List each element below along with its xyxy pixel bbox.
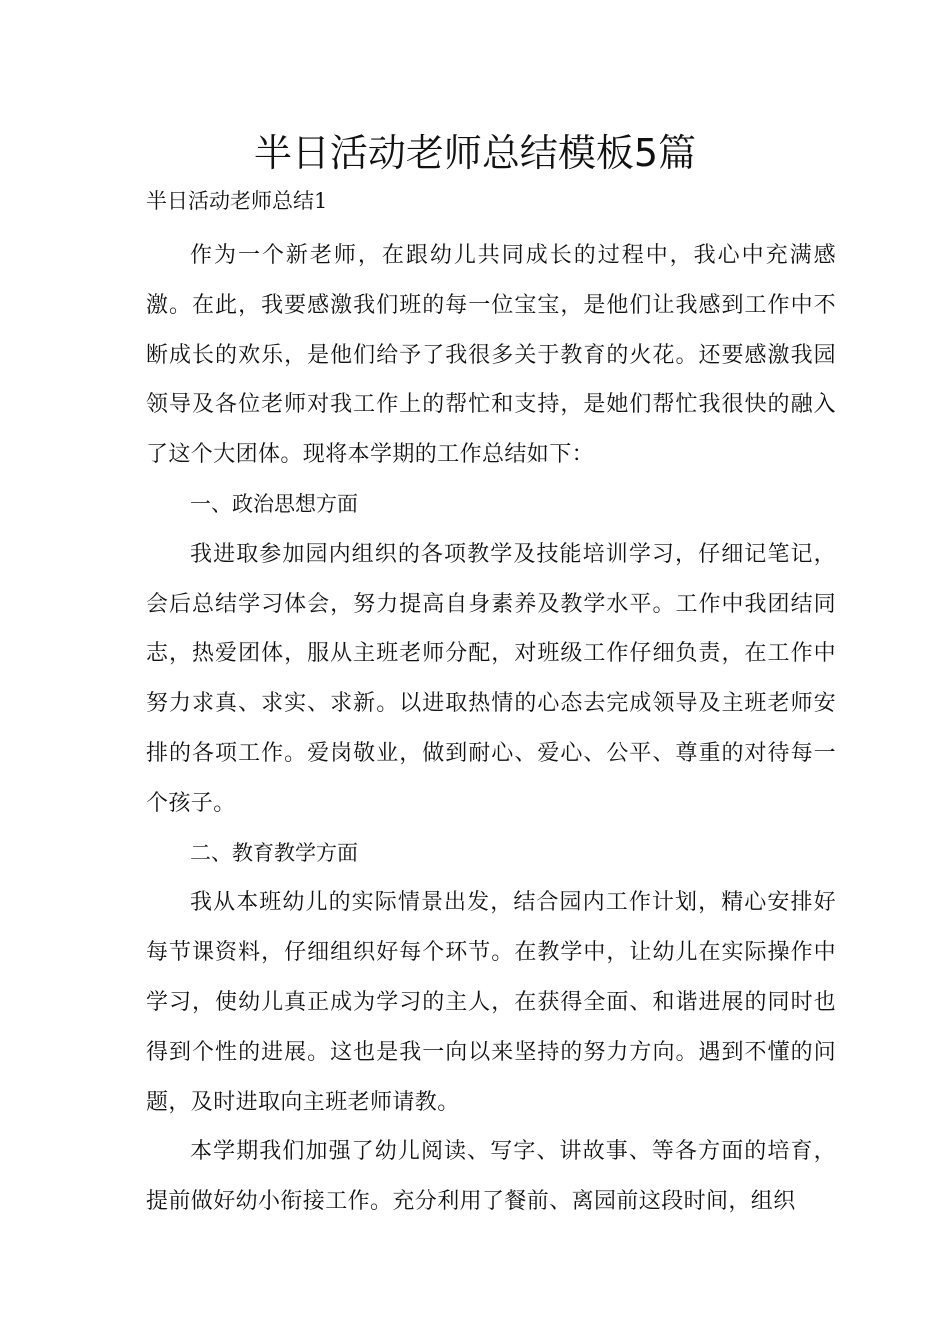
document-body <box>146 231 836 1227</box>
document-title: 半日活动老师总结模板5篇 <box>253 131 697 175</box>
document-subtitle: 半日活动老师总结1 <box>146 189 328 213</box>
section-heading-politics: 一、政治思想方面 <box>190 491 358 516</box>
teaching-paragraph: 我从本班幼儿的实际情景出发，结合园内工作计划，精心安排好每节课资料，仔细组织好每个环节。在教学中，让幼儿在实际操作中学习，使幼儿真正成为学习的主人，在获得全面、和谐进展的同时也得到个性的进展。这也是我一向以来坚持的努力方向。遇到不懂的问题，及时进取向主班老师请教。 <box>146 890 836 1115</box>
semester-paragraph: 本学期我们加强了幼儿阅读、写字、讲故事、等各方面的培育，提前做好幼小衔接工作。充分利用了餐前、离园前这段时间，组织 <box>146 1139 836 1215</box>
section-heading-teaching: 二、教育教学方面 <box>190 840 358 865</box>
intro-paragraph: 作为一个新老师，在跟幼儿共同成长的过程中，我心中充满感激。在此，我要感激我们班的每一位宝宝，是他们让我感到工作中不断成长的欢乐，是他们给予了我很多关于教育的火花。还要感激我园领导及各位老师对我工作上的帮忙和支持，是她们帮忙我很快的融入了这个大团体。现将本学期的工作总结如下： <box>146 243 836 468</box>
politics-paragraph: 我进取参加园内组织的各项教学及技能培训学习，仔细记笔记，会后总结学习体会，努力提高自身素养及教学水平。工作中我团结同志，热爱团体，服从主班老师分配，对班级工作仔细负责，在工作中努力求真、求实、求新。以进取热情的心态去完成领导及主班老师安排的各项工作。爱岗敬业，做到耐心、爱心、公平、尊重的对待每一个孩子。 <box>146 541 836 816</box>
